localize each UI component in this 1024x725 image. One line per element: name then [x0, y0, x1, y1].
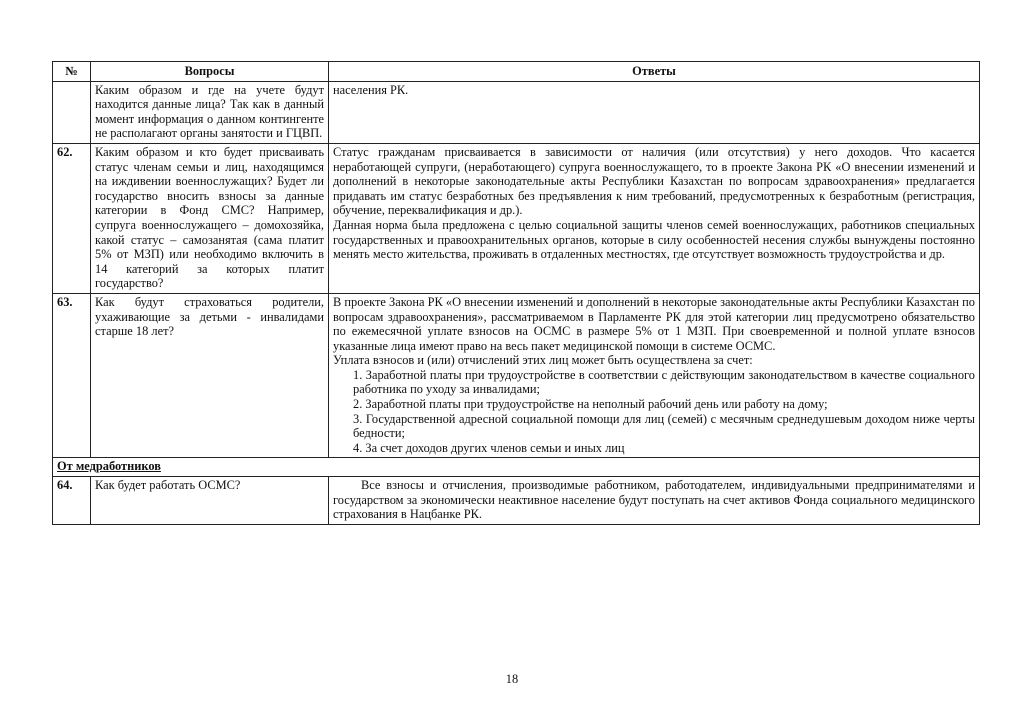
table-row — [53, 81, 980, 143]
section-row — [53, 458, 980, 477]
row-number: 63. — [53, 293, 91, 458]
table-header-row — [53, 62, 980, 82]
table-row — [53, 293, 980, 458]
header-questions: Вопросы — [91, 62, 329, 82]
answer-cell — [329, 477, 980, 525]
row-number — [53, 81, 91, 143]
answer-paragraph: В проекте Закона РК «О внесении изменений и дополнений в некоторые законодательные акты Республики Казахстан по вопросам здравоохранения», рассматриваемом в Парламенте РК для этой категории лиц предусмотрено обязательство по ежемесячной уплате взносов на ОСМС в размере 5% от 1 МЗП. При своевременной и полной уплате взносов указанные лица имеют право на весь пакет медицинской помощи в системе ОСМС. — [333, 294, 975, 353]
list-item: 3. Государственной адресной социальной помощи для лиц (семей) с месячным среднедушевым доходом ниже черты бедности; — [353, 411, 975, 441]
table-row — [53, 477, 980, 525]
answer-cell: населения РК. — [329, 81, 980, 143]
section-title: От медработников — [53, 458, 980, 477]
list-item: 4. За счет доходов других членов семьи и иных лиц — [353, 440, 625, 455]
list-item: 1. Заработной платы при трудоустройстве в соответствии с действующим законодательством в качестве социального работника по уходу за инвалидами; — [353, 367, 975, 397]
answer-paragraph: Уплата взносов и (или) отчислений этих лиц может быть осуществлена за счет: — [333, 353, 753, 368]
table-row — [53, 143, 980, 293]
question-cell: Как будут страховаться родители, ухаживающие за детьми - инвалидами старше 18 лет? — [91, 293, 329, 458]
answer-paragraph: Статус гражданам присваивается в зависимости от наличия (или отсутствия) у него доходов. Что касается неработающей супруги, (неработающего) супруга военнослужащего, то в проекте Закона РК «О внесении изменений и дополнений в некоторые законодательные акты Республики Казахстан по вопросам здравоохранения» предлагается придавать им статус безработных без предъявления к ним требований, предусмотренных к безработным (регистрация, обучение, переквалификация и др.). — [333, 144, 975, 218]
answer-paragraph: Все взносы и отчисления, производимые работником, работодателем, индивидуальными предпринимателями и государством за экономически неактивное население будут поступать на счет активов Фонда социального медицинского страхования в Нацбанке РК. — [333, 478, 975, 522]
question-cell: Как будет работать ОСМС? — [91, 477, 329, 525]
question-cell: Каким образом и кто будет присваивать статус членам семьи и лиц, находящимся на иждивении военнослужащих? Будет ли государство вносить взносы за данные категории в Фонд СМС? Например, супруга военнослужащего – домохозяйка, какой статус – самозанятая (сама платит 5% от МЗП) или необходимо включить в 14 категорий за которых платит государство? — [91, 143, 329, 293]
header-answers: Ответы — [329, 62, 980, 82]
page-number: 18 — [505, 672, 519, 686]
answer-cell — [329, 143, 980, 293]
list-item: 2. Заработной платы при трудоустройстве на неполный рабочий день или работу на дому; — [353, 397, 828, 412]
answer-cell — [329, 293, 980, 458]
row-number: 62. — [53, 143, 91, 293]
answer-paragraph: Данная норма была предложена с целью социальной защиты членов семей военнослужащих, работников специальных государственных и правоохранительных органов, которые в силу особенностей несения службы вынуждены постоянно менять место жительства, проживать в отдаленных местностях, где отсутствует возможность трудоустройства и др. — [333, 217, 975, 262]
header-num: № — [53, 62, 91, 82]
row-number: 64. — [53, 477, 91, 525]
qa-table — [52, 61, 980, 525]
question-cell: Каким образом и где на учете будут находится данные лица? Так как в данный момент информация о данном контингенте не располагают органы занятости и ГЦВП. — [91, 81, 329, 143]
